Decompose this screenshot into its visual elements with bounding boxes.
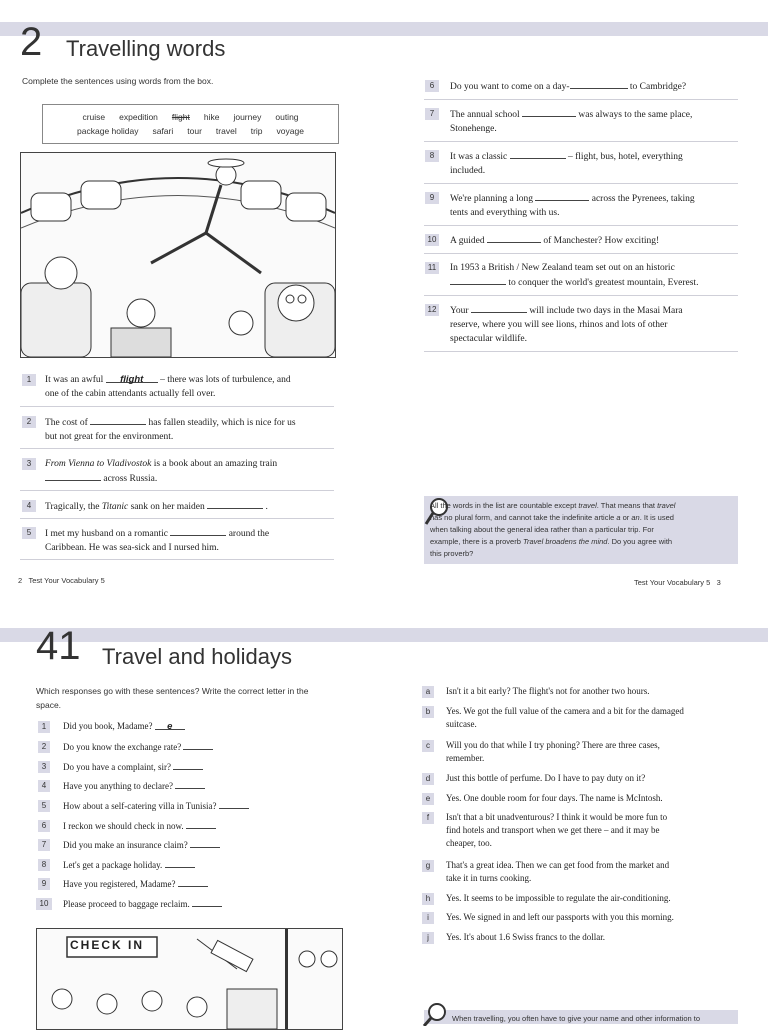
answer-blank[interactable] [219, 799, 249, 809]
answer-blank[interactable] [175, 779, 205, 789]
question-text: How about a self-catering villa in Tunisia? [63, 799, 249, 813]
response-text: Yes. It seems to be impossible to regulate the air-conditioning. [446, 893, 671, 903]
answer-blank[interactable] [165, 858, 195, 868]
question-text: From Vienna to Vladivostok is a book about an amazing train across Russia. [45, 459, 278, 484]
divider [424, 295, 738, 296]
word-box-row [43, 126, 338, 136]
note-text: When travelling, you often have to give your name and other information to [452, 1014, 701, 1023]
unit-number: 41 [36, 624, 81, 668]
divider [424, 183, 738, 184]
response-text: Just this bottle of perfume. Do I have to pay duty on it? [446, 773, 646, 783]
divider [424, 253, 738, 254]
question-number: 7 [425, 108, 439, 120]
question-text: The cost of has fallen steadily, which is nice for us but not great for the environment. [45, 415, 345, 444]
word: hike [203, 112, 220, 122]
response-letter: b [422, 706, 434, 718]
word: outing [275, 112, 299, 122]
unit-title: Travel and holidays [102, 644, 292, 669]
header-band [0, 22, 768, 36]
divider [424, 351, 738, 352]
question-text: Do you want to come on a day- to Cambridge? [450, 79, 750, 94]
question-number: 9 [38, 878, 50, 890]
answer-blank[interactable] [106, 373, 158, 383]
unit-number: 2 [20, 20, 43, 64]
response-letter: i [422, 912, 434, 924]
footer-right: Test Your Vocabulary 5 3 [634, 578, 721, 587]
question-number: 5 [22, 527, 36, 539]
response-text: Isn't it a bit early? The flight's not for another two hours. [446, 686, 650, 696]
answer-text: flight [120, 374, 144, 385]
instructions: Which responses go with these sentences? Write the correct letter in the space. [36, 686, 309, 710]
footer-left: 2 Test Your Vocabulary 5 [18, 576, 105, 585]
question-text: It was a classic – flight, bus, hotel, everything included. [450, 149, 750, 178]
response-text: Isn't that a bit unadventurous? I think it would be more fun to find hotels and transport when we get there – and it may be cheaper, too. [446, 812, 668, 848]
instructions: Complete the sentences using words from the box. [22, 76, 214, 86]
question-text: In 1953 a British / New Zealand team set out on an historic to conquer the world's greatest mountain, Everest. [450, 263, 699, 288]
question-number: 12 [425, 304, 439, 316]
response-text: Yes. We signed in and left our passports with you this morning. [446, 912, 674, 922]
divider [424, 99, 738, 100]
divider [20, 448, 334, 449]
header-band [0, 628, 768, 642]
question-text: Please proceed to baggage reclaim. [63, 897, 222, 911]
word: trip [250, 126, 263, 136]
answer-blank[interactable] [522, 107, 576, 117]
question-text: Do you know the exchange rate? [63, 740, 213, 754]
response-letter: j [422, 932, 434, 944]
response-text: That's a great idea. Then we can get food from the market and take it in turns cooking. [446, 860, 670, 883]
question-text: A guided of Manchester? How exciting! [450, 233, 750, 248]
word-box [42, 104, 339, 144]
word: expedition [119, 112, 158, 122]
divider [424, 225, 738, 226]
question-number: 6 [425, 80, 439, 92]
answer-blank[interactable] [471, 303, 527, 313]
response-letter: h [422, 893, 434, 905]
question-text: Have you anything to declare? [63, 779, 205, 793]
divider [20, 406, 334, 407]
response-letter: c [422, 740, 434, 752]
answer-blank[interactable] [170, 526, 226, 536]
response-text: Yes. One double room for four days. The name is McIntosh. [446, 793, 663, 803]
question-number: 10 [425, 234, 439, 246]
word: cruise [82, 112, 106, 122]
airplane-illustration [20, 152, 336, 358]
question-text: It was an awful flight – there was lots of turbulence, and one of the cabin attendants actually fell over. [45, 374, 291, 399]
answer-blank[interactable] [510, 149, 566, 159]
word: voyage [276, 126, 304, 136]
answer-blank[interactable] [570, 79, 628, 89]
answer-blank[interactable] [178, 877, 208, 887]
question-text: Do you have a complaint, sir? [63, 760, 203, 774]
answer-blank[interactable] [192, 897, 222, 907]
question-number: 8 [425, 150, 439, 162]
word-box-row [43, 112, 338, 122]
answer-blank[interactable] [207, 499, 263, 509]
question-number: 2 [38, 741, 50, 753]
divider [20, 559, 334, 560]
answer-text: e [167, 721, 173, 732]
question-text: Your will include two days in the Masai Mara reserve, where you will see lions, rhinos and lots of other spectacular wildlife. [450, 303, 750, 346]
answer-blank[interactable] [173, 760, 203, 770]
answer-blank[interactable] [45, 471, 101, 481]
answer-blank[interactable] [190, 838, 220, 848]
response-letter: f [422, 812, 434, 824]
response-letter: d [422, 773, 434, 785]
divider [424, 141, 738, 142]
question-text: Did you book, Madame? e [63, 720, 185, 733]
word: tour [187, 126, 202, 136]
question-text: I met my husband on a romantic around the Caribbean. He was sea-sick and I nursed him. [45, 526, 345, 555]
question-number: 3 [22, 458, 36, 470]
question-number: 11 [425, 262, 439, 274]
question-text: We're planning a long across the Pyrenees, taking tents and everything with us. [450, 191, 750, 220]
question-number: 4 [38, 780, 50, 792]
answer-blank[interactable] [183, 740, 213, 750]
question-text: The annual school was always to the same place, Stonehenge. [450, 107, 750, 136]
question-number: 5 [38, 800, 50, 812]
question-number: 9 [425, 192, 439, 204]
question-number: 4 [22, 500, 36, 512]
question-number: 10 [36, 898, 52, 910]
question-number: 3 [38, 761, 50, 773]
airplane-cabin-drawing [21, 153, 335, 357]
question-number: 1 [22, 374, 36, 386]
question-number: 1 [38, 721, 50, 733]
response-text: Yes. We got the full value of the camera and a bit for the damaged suitcase. [446, 706, 684, 729]
answer-blank[interactable] [450, 275, 506, 285]
question-text: Let's get a package holiday. [63, 858, 195, 872]
check-in-sign: CHECK IN [70, 938, 145, 952]
word-used: flight [171, 112, 190, 122]
answer-blank[interactable] [535, 191, 589, 201]
question-text: Did you make an insurance claim? [63, 838, 220, 852]
question-number: 8 [38, 859, 50, 871]
question-number: 2 [22, 416, 36, 428]
question-number: 7 [38, 839, 50, 851]
question-text: Tragically, the Titanic sank on her maiden . [45, 499, 345, 514]
response-letter: g [422, 860, 434, 872]
magnifier-icon [422, 1002, 448, 1026]
answer-blank[interactable] [90, 415, 146, 425]
note-text: All the words in the list are countable except travel. That means that travel has no plural form, and cannot take the indefinite article a or an. It is used when talking about the general idea rather than a particular trip. For example, there is a proverb Travel broadens the mind. Do you agree with this proverb? [430, 501, 676, 558]
response-letter: a [422, 686, 434, 698]
word: travel [215, 126, 237, 136]
unit-title: Travelling words [66, 36, 226, 61]
word: journey [233, 112, 262, 122]
question-text: Have you registered, Madame? [63, 877, 208, 891]
divider [20, 490, 334, 491]
answer-blank[interactable] [186, 819, 216, 829]
response-text: Yes. It's about 1.6 Swiss francs to the dollar. [446, 932, 605, 942]
question-number: 6 [38, 820, 50, 832]
divider [20, 518, 334, 519]
word: package holiday [77, 126, 139, 136]
response-letter: e [422, 793, 434, 805]
word: safari [152, 126, 174, 136]
answer-blank[interactable] [155, 720, 185, 730]
question-text: I reckon we should check in now. [63, 819, 216, 833]
answer-blank[interactable] [487, 233, 541, 243]
response-text: Will you do that while I try phoning? There are three cases, remember. [446, 740, 660, 763]
